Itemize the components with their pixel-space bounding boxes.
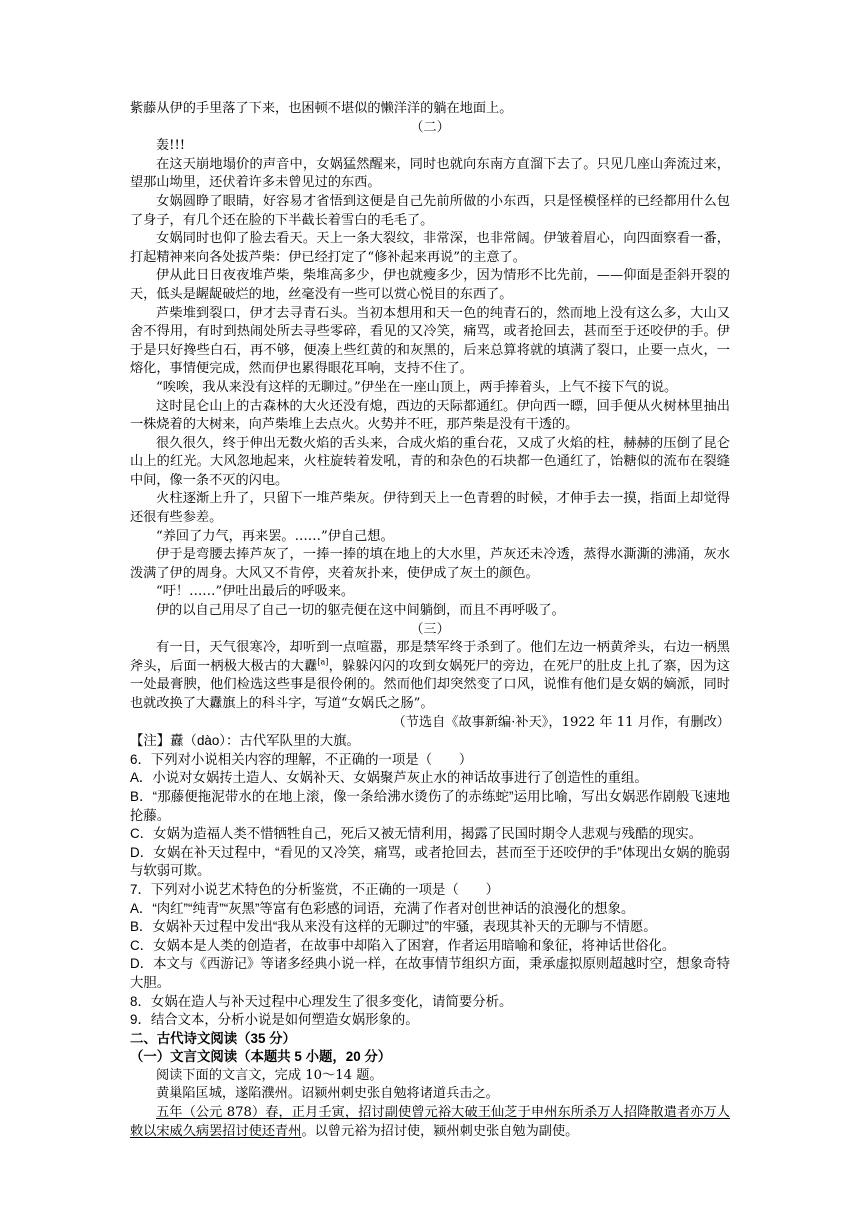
story-paragraph: 伊从此日日夜夜堆芦柴，柴堆高多少，伊也就瘦多少，因为情形不比先前，——仰面是歪斜开裂的天，低头是龌龊破烂的地，丝毫没有一些可以赏心悦目的东西了。 (130, 268, 730, 302)
story-paragraph: 女娲圆睁了眼睛，好容易才省悟到这便是自己先前所做的小东西，只是怪模怪样的已经都用什么包了身子，有几个还在脸的下半截长着雪白的毛毛了。 (130, 193, 730, 228)
part-heading: 二、古代诗文阅读（35 分） (130, 1030, 296, 1046)
story-paragraph: 很久很久，终于伸出无数火焰的舌头来，合成火焰的重台花，又成了火焰的柱，赫赫的压倒了昆仑山上的红光。大风忽地起来，火柱旋转着发吼，青的和杂色的石块都一色通红了，饴糖似的流布在裂缝中间，像一条不灭的闪电。 (130, 435, 730, 488)
story-paragraph: 芦柴堆到裂口，伊才去寻青石头。当初本想用和天一色的纯青石的，然而地上没有这么多，大山又舍不得用，有时到热闹处所去寻些零碎，看见的又冷笑，痛骂，或者抢回去，甚而至于还咬伊的手。伊于是只好搀些白石，再不够，便凑上些红黄的和灰黑的，后来总算将就的填满了裂口，止要一点火，一熔化，事情便完成，然而伊也累得眼花耳响，支持不住了。 (130, 305, 730, 377)
question-7: 7．下列对小说艺术特色的分析鉴赏，不正确的一项是（ ） (130, 881, 499, 897)
question-6-option-a: A．小说对女娲抟土造人、女娲补天、女娲聚芦灰止水的神话故事进行了创造性的重组。 (130, 770, 648, 786)
story-paragraph: “养回了力气，再来罢。……”伊自己想。 (156, 528, 394, 544)
question-6-option-d: D．女娲在补天过程中，“看见的又冷笑，痛骂，或者抢回去，甚而至于还咬伊的手”体现出女娲的脆弱与软弱可欺。 (130, 844, 730, 879)
question-7-option-c: C．女娲本是人类的创造者，在故事中却陷入了困窘，作者运用暗喻和象征，将神话世俗化。 (130, 937, 676, 953)
section-heading-3: （三） (410, 621, 450, 637)
classical-text: 黄巢陷匡城，遂陷濮州。诏颍州刺史张自勉将诸道兵击之。 (156, 1086, 499, 1102)
source-citation: （节选自《故事新编·补天》，1922 年 11 月作，有删改） (392, 714, 730, 730)
classical-text (130, 1104, 730, 1141)
question-8: 8．女娲在造人与补天过程中心理发生了很多变化，请简要分析。 (130, 993, 513, 1009)
question-6: 6．下列对小说相关内容的理解，不正确的一项是（ ） (130, 751, 473, 767)
story-paragraph: 女娲同时也仰了脸去看天。天上一条大裂纹，非常深，也非常阔。伊皱着眉心，向四面察看一番，打起精神来向各处拔芦柴：伊已经打定了“修补起来再说”的主意了。 (130, 231, 730, 265)
story-text: ，躲躲闪闪的攻到女娲死尸的旁边，在死尸的肚皮上扎了寨，因为这一处最膏腴，他们检选这些事是很伶俐的。然而他们却突然变了口风，说惟有他们是女娲的嫡派，同时也就改换了大纛旗上的科斗字，写道“女娲氏之肠”。 (130, 658, 730, 711)
story-text: 有一日，天气很寒冷，却听到一点喧嚣，那是禁军终于杀到了。他们左边一柄黄斧头，右边一柄黑斧头，后面一柄极大极古的大纛 (130, 640, 730, 674)
document-body (130, 100, 730, 1141)
story-paragraph: 紫藤从伊的手里落了下来，也困顿不堪似的懒洋洋的躺在地面上。 (130, 101, 513, 116)
story-paragraph: “唉唉，我从来没有这样的无聊过。”伊坐在一座山顶上，两手捧着头，上气不接下气的说。 (156, 379, 678, 395)
story-paragraph: “吁！……”伊吐出最后的呼吸来。 (156, 584, 355, 600)
question-6-option-c: C．女娲为造福人类不惜牺牲自己，死后又被无情利用，揭露了民国时期令人悲观与残酷的现实。 (130, 826, 703, 842)
story-paragraph (130, 639, 730, 713)
story-paragraph: 火柱逐渐上升了，只留下一堆芦柴灰。伊待到天上一色青碧的时候，才伸手去一摸，指面上却觉得还很有些参差。 (130, 491, 730, 526)
question-7-option-d: D．本文与《西游记》等诸多经典小说一样，在故事情节组织方面，秉承虚拟原则超越时空，想象奇特大胆。 (130, 956, 730, 990)
underlined-sentence: 五年（公元 878）春，正月壬寅，招讨副使曾元裕大破王仙芝于申州东所杀万人招降散遣者亦万人敕以宋威久病罢招讨使还青州 (130, 1105, 730, 1139)
story-paragraph: 在这天崩地塌价的声音中，女娲猛然醒来，同时也就向东南方直溜下去了。只见几座山奔流过来，望那山坳里，还伏着许多未曾见过的东西。 (130, 156, 730, 191)
story-paragraph: 伊的以自己用尽了自己一切的躯壳便在这中间躺倒，而且不再呼吸了。 (156, 603, 565, 619)
question-6-option-b: B．“那藤便拖泥带水的在地上滚，像一条给沸水烫伤了的赤练蛇”运用比喻，写出女娲恶作剧般飞速地抡藤。 (130, 788, 730, 823)
footnote: 【注】纛（dào）：古代军队里的大旗。 (130, 733, 360, 749)
question-7-option-a: A．“肉红”“纯青”“灰黑”等富有色彩感的词语，充满了作者对创世神话的浪漫化的想象。 (130, 900, 635, 916)
footnote-marker: [a] (317, 657, 329, 667)
classical-text-tail: 。以曾元裕为招讨使，颍州刺史张自勉为副使。 (301, 1123, 579, 1139)
instruction: 阅读下面的文言文，完成 10～14 题。 (156, 1067, 383, 1083)
story-paragraph: 轰!!! (156, 138, 186, 154)
story-paragraph: 伊于是弯腰去捧芦灰了，一捧一捧的填在地上的大水里，芦灰还未冷透，蒸得水澌澌的沸涌，灰水泼满了伊的周身。大风又不肯停，夹着灰扑来，使伊成了灰土的颜色。 (130, 547, 730, 581)
section-heading-2: （二） (410, 119, 450, 135)
question-7-option-b: B．女娲补天过程中发出“我从来没有这样的无聊过”的牢骚，表现其补天的无聊与不情愿。 (130, 919, 657, 935)
subsection-heading: （一）文言文阅读（本题共 5 小题，20 分） (130, 1049, 392, 1065)
story-paragraph: 这时昆仑山上的古森林的大火还没有熄，西边的天际都通红。伊向西一瞟，回手便从火树林里抽出一株烧着的大树来，向芦柴堆上去点火。火势并不旺，那芦柴是没有干透的。 (130, 398, 730, 433)
question-9: 9．结合文本，分析小说是如何塑造女娲形象的。 (130, 1012, 419, 1028)
